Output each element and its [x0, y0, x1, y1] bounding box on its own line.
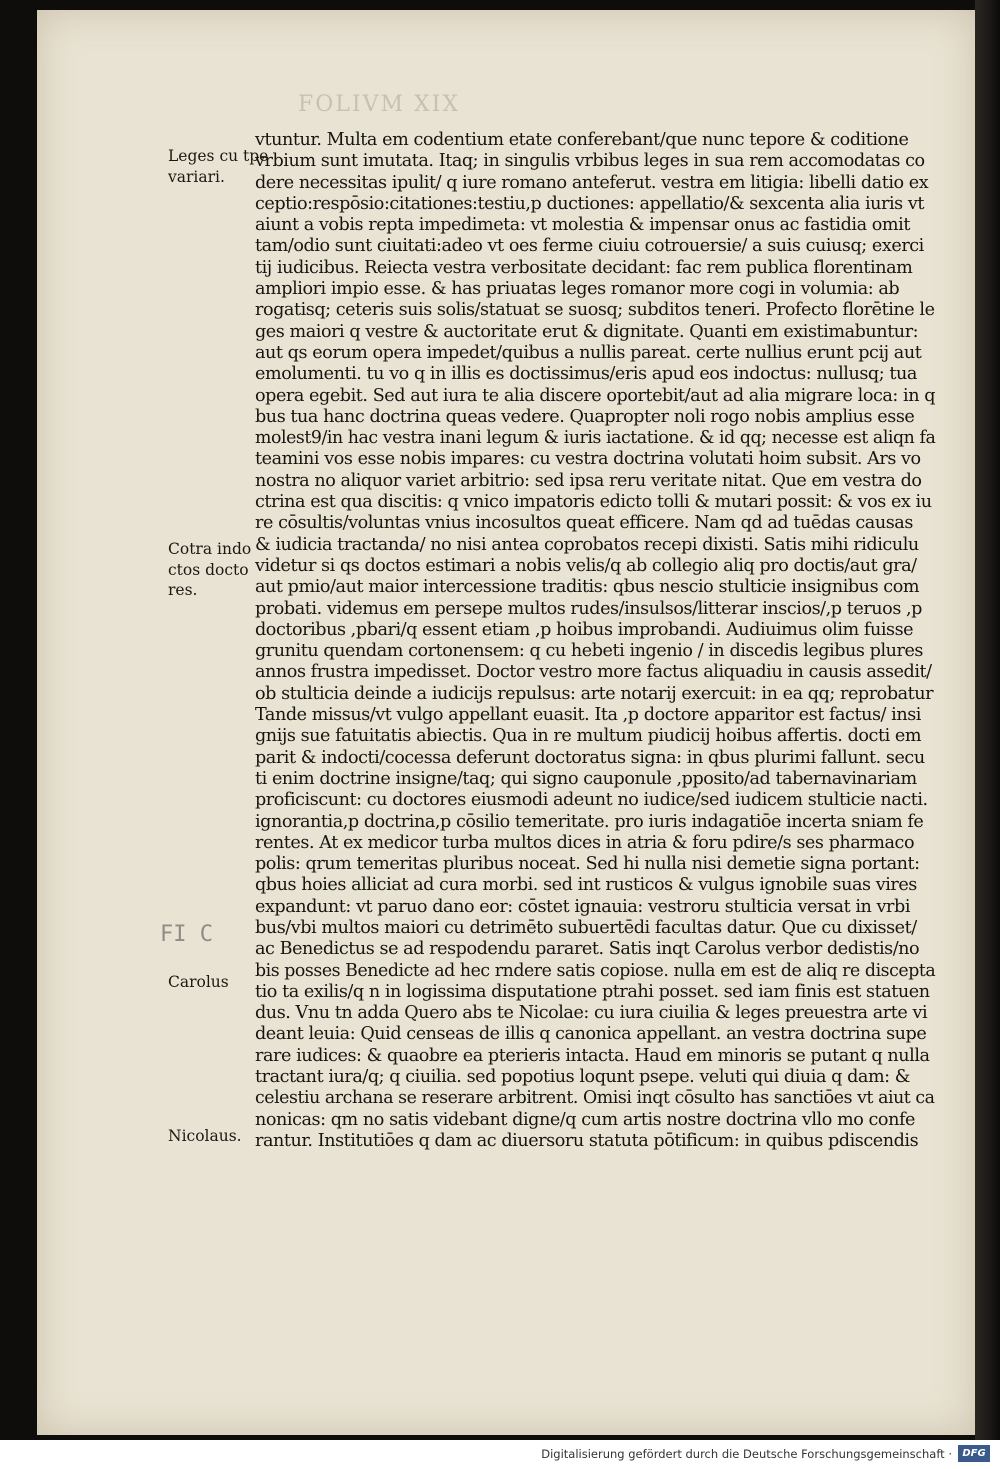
margin-note-carolus [168, 972, 229, 993]
text-line: opera egebit. Sed aut iura te alia discere oportebit/aut ad alia migrare loca: in q [255, 385, 936, 406]
text-line: qbus hoies alliciat ad cura morbi. sed int rusticos & vulgus ignobile suas vires [255, 875, 917, 896]
text-line: ti enim doctrine insigne/taq; qui signo cauponule ,pposito/ad tabernavinariam [255, 768, 917, 789]
text-line: tij iudicibus. Reiecta vestra verbositate decidant: fac rem publica florentinam [255, 257, 913, 278]
digitization-footer [0, 1440, 1000, 1469]
text-line: vtuntur. Multa em codentium etate conferebant/que nunc tepore & coditione [255, 130, 909, 150]
margin-note-nicolaus [168, 1126, 242, 1147]
margin-stamp: FI C [160, 922, 213, 947]
text-line: tractant iura/q; q ciuilia. sed popotius loqunt psepe. veluti qui diuia q dam: & [255, 1067, 911, 1088]
text-line: deant leuia: Quid censeas de illis q canonica appellant. an vestra doctrina supe [255, 1024, 927, 1045]
text-line: doctoribus ,pbari/q essent etiam ,p hoibus improbandi. Audiuimus olim fuisse [255, 619, 914, 640]
margin-note-line: Cotra indo [168, 540, 252, 558]
text-line: bis posses Benedicte ad hec rndere satis copiose. nulla em est de aliq re discepta [255, 960, 936, 981]
text-line: rentes. At ex medicor turba multos dices in atria & foru pdire/s ses pharmaco [255, 832, 915, 853]
text-line: aiunt a vobis repta impedimeta: vt molestia & impensar onus ac fastidia omit [255, 215, 910, 236]
text-line: celestiu archana se reserare arbitrent. Omisi inqt cōsulto has sanctiōes vt aiut ca [255, 1088, 935, 1109]
text-line: tam/odio sunt ciuitati:adeo vt oes ferme ciuiu cotrouersie/ a suis cuiusq; exerci [255, 236, 924, 257]
margin-note-line: variari. [168, 167, 225, 186]
text-line: proficiscunt: cu doctores eiusmodi adeunt no iudice/sed iudicem stulticie nacti. [255, 790, 928, 811]
text-line: tio ta exilis/q n in logissima disputatione ptrahi posset. sed iam finis est statuen [255, 981, 930, 1002]
text-line: parit & indocti/cocessa deferunt doctoratus signa: in qbus plurimi fallunt. secu [255, 747, 925, 768]
text-line: rare iudices: & quaobre ea pterieris intacta. Haud em minoris se putant q nulla [255, 1045, 930, 1066]
text-line: vrbium sunt imutata. Itaq; in singulis vrbibus leges in sua rem accomodatas co [255, 151, 925, 172]
text-line: dus. Vnu tn adda Quero abs te Nicolae: cu iura ciuilia & leges preuestra arte vi [255, 1003, 928, 1024]
text-line: emolumenti. tu vo q in illis es doctissimus/eris apud eos indoctus: nullusq; tua [255, 364, 917, 385]
text-line: nostra no aliquor variet arbitrio: sed ipsa reru veritate nitat. Que em vestra do [255, 470, 922, 491]
text-line: bus tua hanc doctrina queas vedere. Quapropter noli rogo nobis amplius esse [255, 406, 915, 427]
text-line: ceptio:respōsio:citationes:testiu,p ductiones: appellatio/& sexcenta alia iuris vt [255, 193, 924, 214]
text-line: videtur si qs doctos estimari a nobis velis/q ab collegio aliq pro doctis/aut gra/ [255, 555, 917, 576]
margin-note-line: Nicolaus. [168, 1127, 242, 1145]
text-line: grunitu quendam cortonensem: q cu hebeti ingenio / in discedis legibus plures [255, 641, 924, 662]
book-edge [975, 0, 1000, 1440]
main-text-block [255, 130, 935, 1152]
text-line: expandunt: vt paruo dano eor: cōstet ignauia: vestroru stulticia versat in vrbi [255, 896, 910, 917]
text-line: molest9/in hac vestra inani legum & iuris iactatione. & id qq; necesse est aliqn fa [255, 428, 936, 449]
margin-note-line: res. [168, 581, 198, 600]
margin-note-leges [168, 146, 268, 187]
text-line: re cōsultis/voluntas vnius incosultos queat efficere. Nam qd ad tuēdas causas [255, 513, 913, 534]
footer-credit: Digitalisierung gefördert durch die Deutsche Forschungsgemeinschaft · [541, 1447, 952, 1461]
text-line: gnijs sue fatuitatis abiectis. Qua in re multum piudicij hoibus affertis. docti em [255, 726, 922, 747]
margin-note-line: ctos docto [168, 560, 249, 579]
text-line: ampliori impio esse. & has priuatas leges romanor more cogi in volumia: ab [255, 279, 900, 300]
text-line: ac Benedictus se ad respodendu pararet. Satis inqt Carolus verbor dedistis/no [255, 939, 920, 960]
text-line: ignorantia,p doctrina,p cōsilio temeritate. pro iuris indagatiōe incerta sniam fe [255, 811, 924, 832]
text-line: ctrina est qua discitis: q vnico impatoris edicto tolli & mutari possit: & vos ex iu [255, 492, 932, 513]
text-line: ges maiori q vestre & auctoritate erut & dignitate. Quanti em existimabuntur: [255, 321, 919, 342]
margin-note-contra-indoctos [168, 539, 251, 601]
text-line: aut pmio/aut maior intercessione traditis: qbus nescio stulticie insignibus com [255, 577, 920, 598]
running-header-bleedthrough: FOLIVM XIX [298, 92, 461, 117]
text-line: bus/vbi multos maiori cu detrimēto subuertēdi facultas datur. Que cu dixisset/ [255, 917, 917, 938]
margin-note-line: Carolus [168, 973, 229, 991]
text-line: polis: qrum temeritas pluribus noceat. Sed hi nulla nisi demetie signa portant: [255, 854, 920, 875]
text-line: nonicas: qm no satis videbant digne/q cum artis nostre doctrina vllo mo confe [255, 1109, 915, 1130]
text-line: teamini vos esse nobis impares: cu vestra doctrina volutati hoim subsit. Ars vo [255, 449, 921, 470]
text-line: dere necessitas ipulit/ q iure romano anteferut. vestra em litigia: libelli datio ex [255, 172, 929, 193]
text-line: rogatisq; ceteris suis solis/statuat se suosq; subditos teneri. Profecto florētine le [255, 300, 935, 321]
dfg-logo: DFG [958, 1445, 990, 1462]
text-line: Tande missus/vt vulgo appellant euasit. Ita ,p doctore apparitor est factus/ insi [255, 705, 921, 726]
text-line: aut qs eorum opera impedet/quibus a nullis pareat. certe nullius erunt pcij aut [255, 342, 922, 363]
text-line: rantur. Institutiōes q dam ac diuersoru statuta pōtificum: in quibus pdiscendis [255, 1130, 919, 1151]
text-line: annos frustra impedisset. Doctor vestro more factus aliquadiu in causis assedit/ [255, 662, 932, 683]
text-line: ob stulticia deinde a iudicijs repulsus: arte notarij exercuit: in ea qq; reprobatur [255, 683, 934, 704]
text-line: probati. videmus em persepe multos rudes/insulsos/litterar inscios/,p teruos ,p [255, 598, 922, 619]
text-line: & iudicia tractanda/ no nisi antea coprobatos recepi dixisti. Satis mihi ridiculu [255, 534, 919, 555]
margin-note-line: Leges cu tpe [168, 147, 269, 165]
